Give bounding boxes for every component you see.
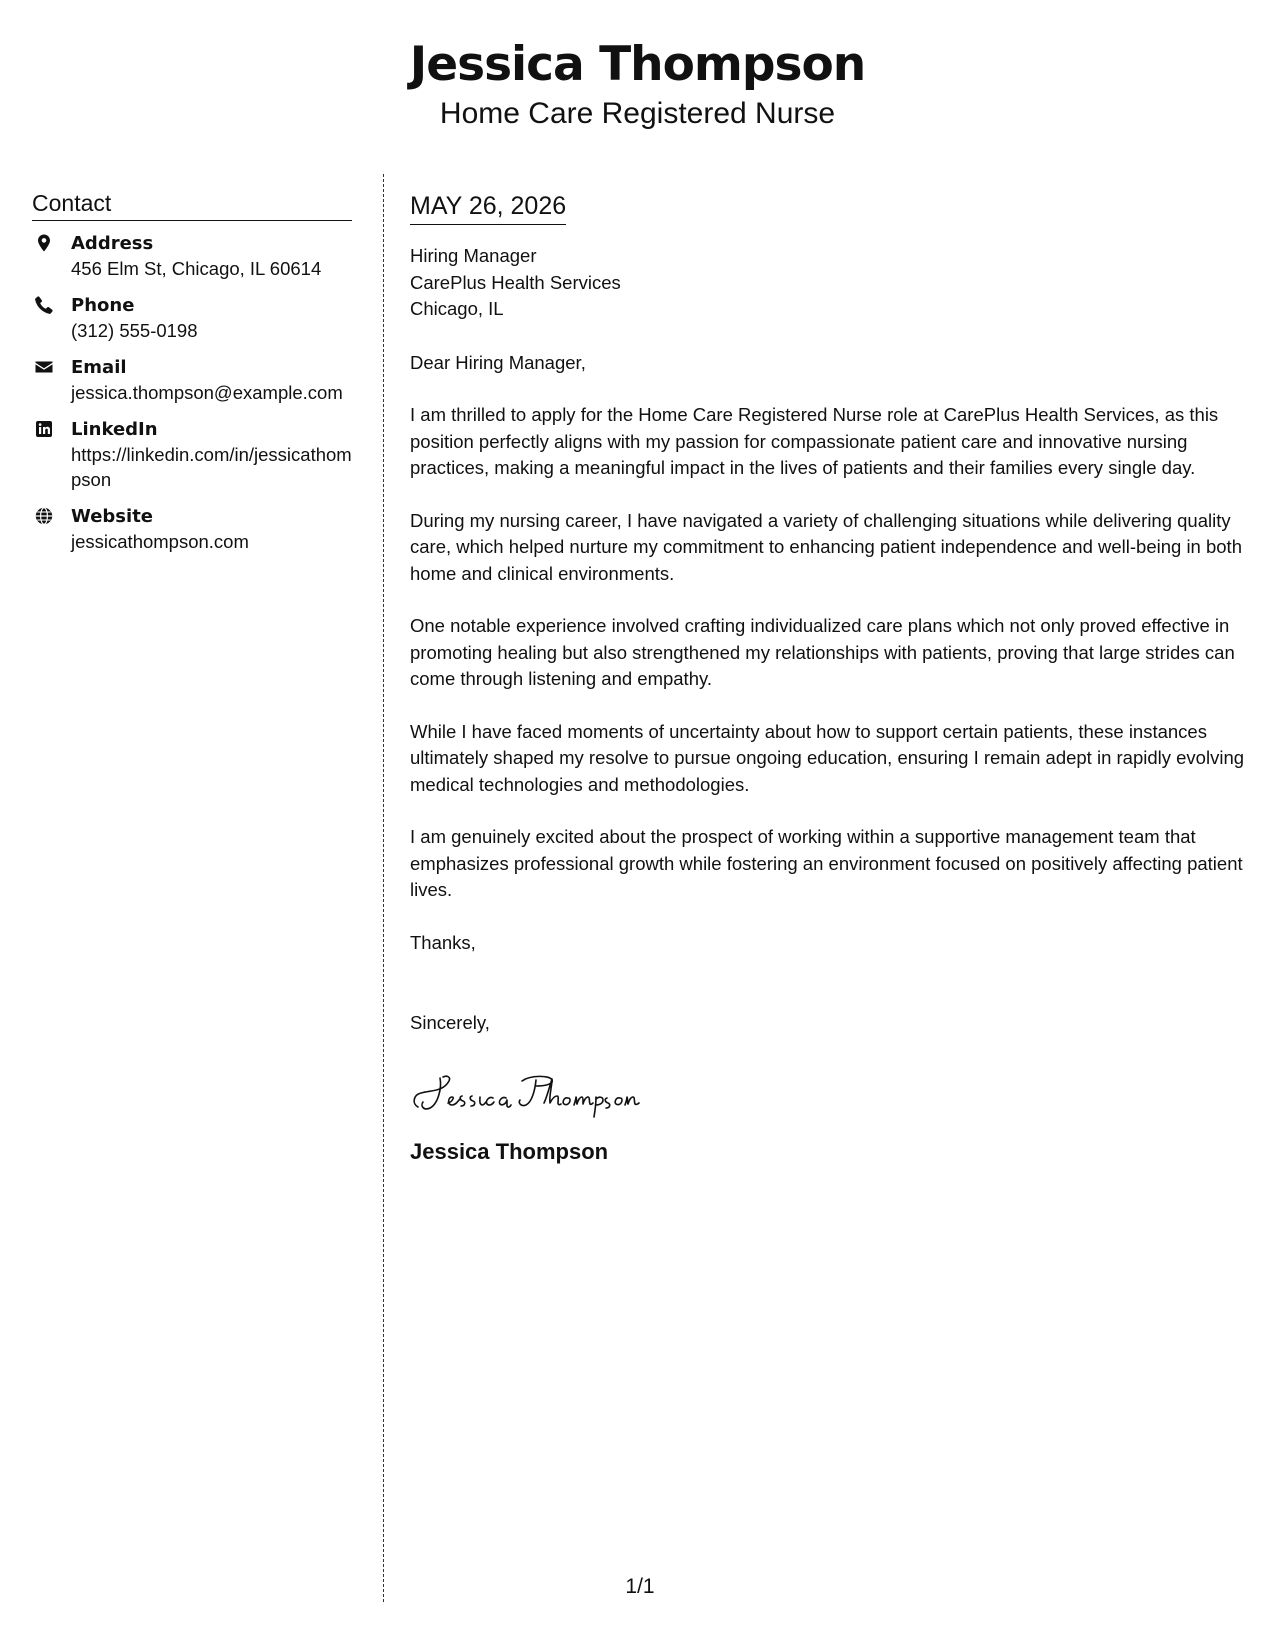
contact-label-linkedin: LinkedIn	[71, 419, 158, 440]
contact-item-email	[32, 355, 352, 405]
contact-item-address	[32, 231, 352, 281]
signed-name: Jessica Thompson	[410, 1138, 609, 1164]
contact-heading: Contact	[32, 188, 352, 221]
recipient-company: CarePlus Health Services	[410, 271, 621, 293]
recipient-block	[410, 243, 1250, 323]
paragraph: While I have faced moments of uncertainty about how to support certain patients, these instances ultimately shaped my resolve to pursue ongoing education, ensuring I remain adept in rapidly evolving medical technologies and methodologies.	[410, 720, 1245, 795]
contact-list	[32, 231, 352, 554]
signoff: Sincerely,	[410, 1012, 490, 1033]
paragraph: I am thrilled to apply for the Home Care Registered Nurse role at CarePlus Health Services, as this position perfectly aligns with my passion for compassionate patient care and innovative nursing practices, making a meaningful impact in the lives of patients and their families every single day.	[410, 404, 1219, 478]
envelope-icon	[34, 357, 54, 377]
paragraph: During my nursing career, I have navigated a variety of challenging situations while delivering quality care, which helped nurture my commitment to enhancing patient independence and well-being in both home and clinical environments.	[410, 509, 1242, 584]
contact-value-address: 456 Elm St, Chicago, IL 60614	[71, 258, 322, 279]
contact-value-website: jessicathompson.com	[71, 531, 249, 552]
contact-value-phone: (312) 555-0198	[71, 320, 198, 341]
contact-value-linkedin: https://linkedin.com/in/jessicathompson	[71, 444, 352, 490]
paragraph: One notable experience involved crafting individualized care plans which not only proved effective in promoting healing but also strengthened my relationships with patients, proving that large strides can come through listening and empathy.	[410, 615, 1235, 689]
contact-sidebar	[32, 188, 352, 566]
letter-date: MAY 26, 2026	[410, 188, 566, 225]
contact-label-address: Address	[71, 233, 154, 254]
recipient-title: Hiring Manager	[410, 245, 537, 266]
page-number: 1/1	[625, 1575, 655, 1598]
paragraph: I am genuinely excited about the prospect of working within a supportive management team that emphasizes professional growth while fostering an environment focused on positively affecting patient lives.	[410, 826, 1243, 900]
contact-item-website	[32, 504, 352, 554]
contact-item-linkedin	[32, 417, 352, 492]
applicant-name: Jessica Thompson	[409, 37, 866, 92]
location-pin-icon	[34, 233, 54, 253]
applicant-role: Home Care Registered Nurse	[439, 97, 836, 130]
contact-label-email: Email	[71, 357, 127, 378]
closing: Thanks,	[410, 931, 476, 953]
column-divider	[383, 174, 384, 1602]
globe-icon	[34, 506, 54, 526]
salutation: Dear Hiring Manager,	[410, 351, 586, 373]
recipient-location: Chicago, IL	[410, 298, 504, 319]
document-header	[0, 34, 1275, 132]
contact-label-phone: Phone	[71, 295, 135, 316]
signature-graphic	[410, 1063, 670, 1121]
phone-icon	[34, 295, 54, 315]
handwritten-signature	[410, 1063, 1250, 1123]
letter-body	[410, 188, 1250, 1167]
linkedin-icon	[34, 419, 54, 439]
contact-value-email: jessica.thompson@example.com	[71, 382, 343, 403]
contact-label-website: Website	[71, 506, 154, 527]
contact-item-phone	[32, 293, 352, 343]
